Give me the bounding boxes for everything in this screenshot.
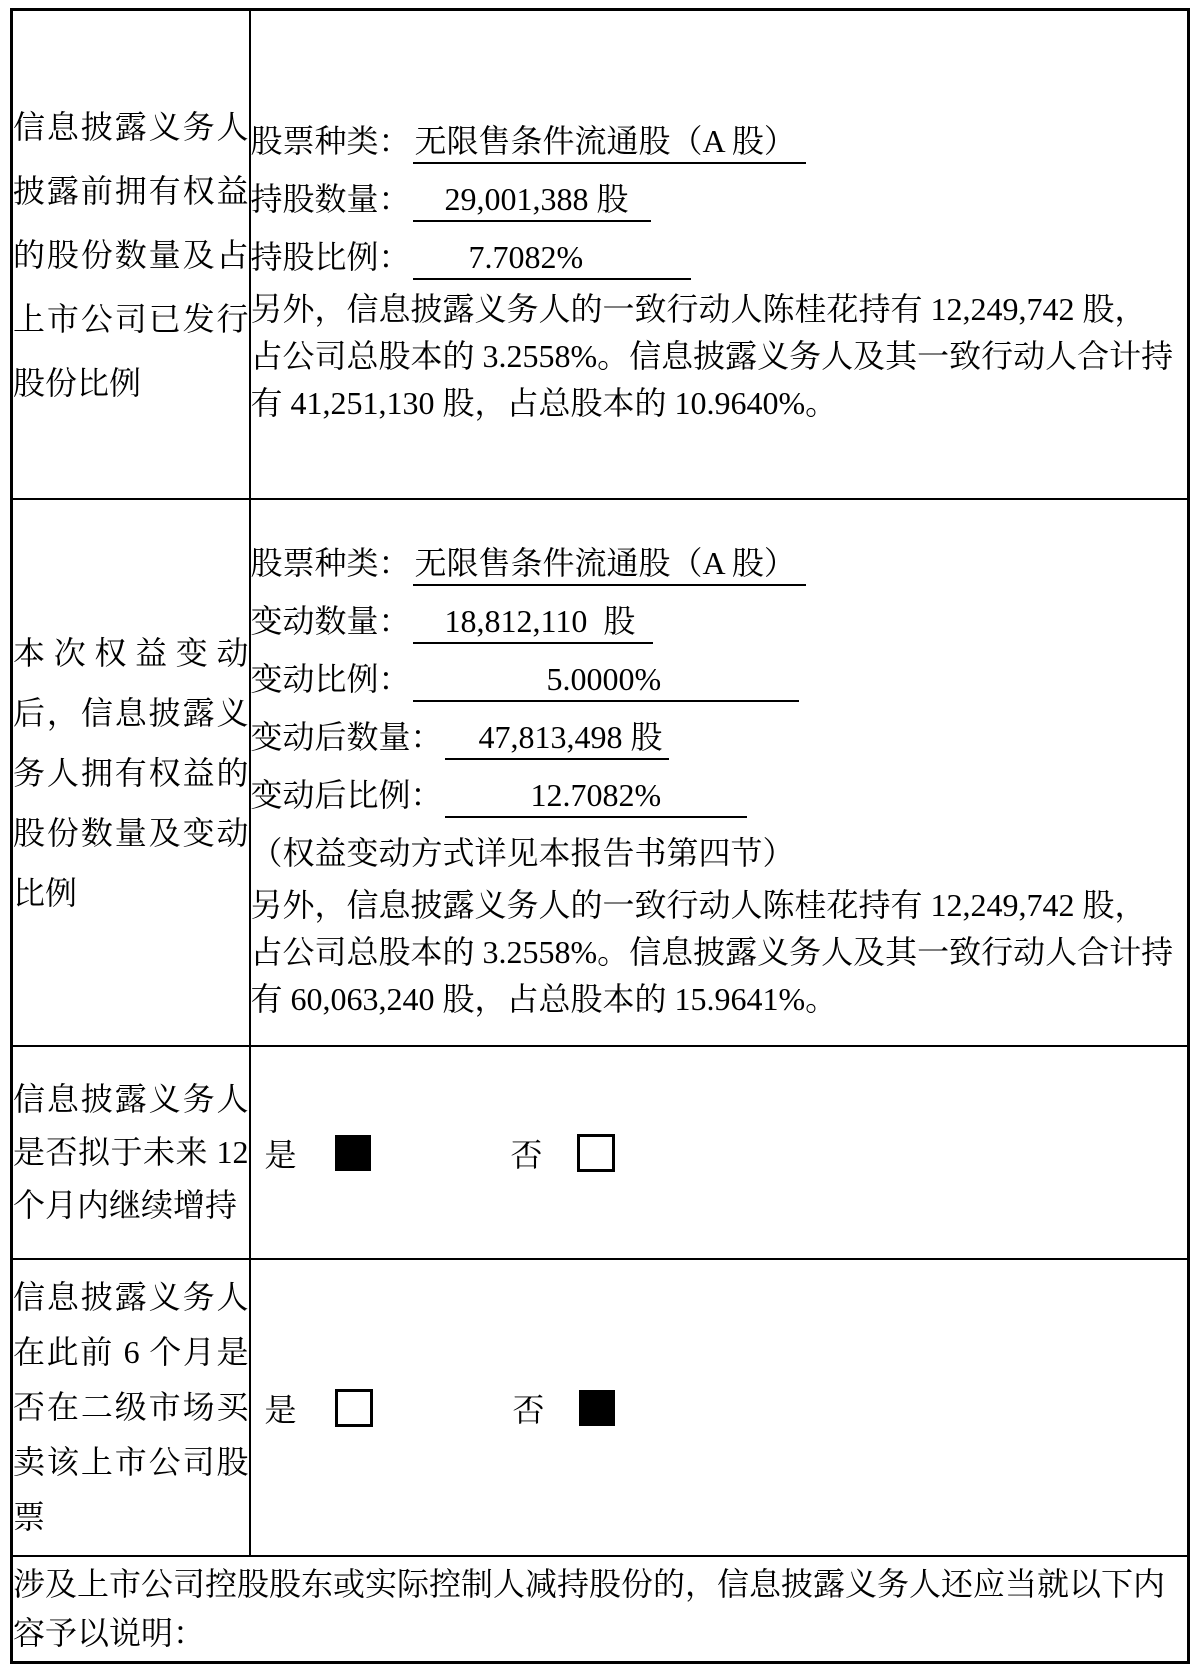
note-line: 另外，信息披露义务人的一致行动人陈桂花持有 12,249,742 股， xyxy=(250,887,1147,923)
option-yes-label: 是 xyxy=(264,1391,297,1428)
row-value-cell xyxy=(250,10,1189,500)
field-label: 变动后比例： xyxy=(250,777,443,813)
field-label: 变动比例： xyxy=(250,661,411,697)
note-line: 另外，信息披露义务人的一致行动人陈桂花持有 12,249,742 股， xyxy=(250,291,1147,327)
row-pre-disclosure-holdings xyxy=(12,10,1189,500)
row-footer-note xyxy=(12,1556,1189,1663)
note-line: 有 41,251,130 股，占总股本的 10.9640%。 xyxy=(250,385,838,421)
yes-no-options xyxy=(251,1385,1188,1431)
footer-note-cell xyxy=(12,1556,1189,1663)
row-post-change-holdings xyxy=(12,499,1189,1046)
field-value-underlined: 12.7082% xyxy=(445,774,748,818)
field-stock-type xyxy=(251,112,1188,170)
field-post-change-quantity xyxy=(251,708,1188,766)
field-stock-type xyxy=(251,534,1188,592)
field-label: 变动数量： xyxy=(250,603,411,639)
field-label: 变动后数量： xyxy=(250,719,443,755)
field-label: 持股数量： xyxy=(250,181,411,217)
checkbox-no xyxy=(579,1390,615,1426)
field-value-underlined: 7.7082% xyxy=(413,236,692,280)
row-label: 信息披露义务人在此前 6 个月是否在二级市场买卖该上市公司股票 xyxy=(13,1279,249,1535)
equity-change-table xyxy=(10,8,1190,1664)
field-change-quantity xyxy=(251,592,1188,650)
field-holding-quantity xyxy=(251,170,1188,228)
checkbox-no xyxy=(577,1134,615,1172)
option-yes-label: 是 xyxy=(264,1136,297,1173)
row-label-cell xyxy=(12,499,250,1046)
row-future-increase-plan xyxy=(12,1046,1189,1259)
field-value-underlined: 18,812,110 股 xyxy=(413,600,654,644)
row-label: 信息披露义务人披露前拥有权益的股份数量及占上市公司已发行股份比例 xyxy=(13,108,249,401)
row-value-cell xyxy=(250,499,1189,1046)
paren-note: （权益变动方式详见本报告书第四节） xyxy=(250,835,795,871)
note-line: 占公司总股本的 3.2558%。信息披露义务人及其一致行动人合计持 xyxy=(250,934,1174,970)
field-value-underlined: 29,001,388 股 xyxy=(413,178,651,222)
row-label-cell xyxy=(12,10,250,500)
yes-no-options xyxy=(251,1130,1188,1176)
checkbox-yes xyxy=(335,1389,373,1427)
option-no-label: 否 xyxy=(512,1391,545,1428)
row-value-cell xyxy=(250,1259,1189,1556)
field-value-underlined: 5.0000% xyxy=(413,658,800,702)
field-value-underlined: 无限售条件流通股（A 股） xyxy=(413,120,806,164)
field-value-underlined: 无限售条件流通股（A 股） xyxy=(413,542,806,586)
row-label-cell xyxy=(12,1046,250,1259)
row-prior-6month-trading xyxy=(12,1259,1189,1556)
row-label-cell xyxy=(12,1259,250,1556)
row-label: 本次权益变动后，信息披露义务人拥有权益的股份数量及变动比例 xyxy=(13,634,249,911)
note-line: 有 60,063,240 股，占总股本的 15.9641%。 xyxy=(250,981,838,1017)
field-label: 股票种类： xyxy=(250,545,411,581)
note-line: 占公司总股本的 3.2558%。信息披露义务人及其一致行动人合计持 xyxy=(250,338,1174,374)
row-label: 信息披露义务人是否拟于未来 12 个月内继续增持 xyxy=(13,1081,249,1223)
field-change-ratio xyxy=(251,650,1188,708)
field-value-underlined: 47,813,498 股 xyxy=(445,716,669,760)
field-label: 股票种类： xyxy=(250,123,411,159)
field-label: 持股比例： xyxy=(250,239,411,275)
checkbox-yes xyxy=(335,1135,371,1171)
row-value-cell xyxy=(250,1046,1189,1259)
field-post-change-ratio xyxy=(251,766,1188,824)
field-holding-ratio xyxy=(251,228,1188,286)
footer-note-line: 容予以说明： xyxy=(13,1615,206,1651)
footer-note-line: 涉及上市公司控股股东或实际控制人减持股份的，信息披露义务人还应当就以下内 xyxy=(13,1566,1166,1602)
option-no-label: 否 xyxy=(510,1136,543,1173)
